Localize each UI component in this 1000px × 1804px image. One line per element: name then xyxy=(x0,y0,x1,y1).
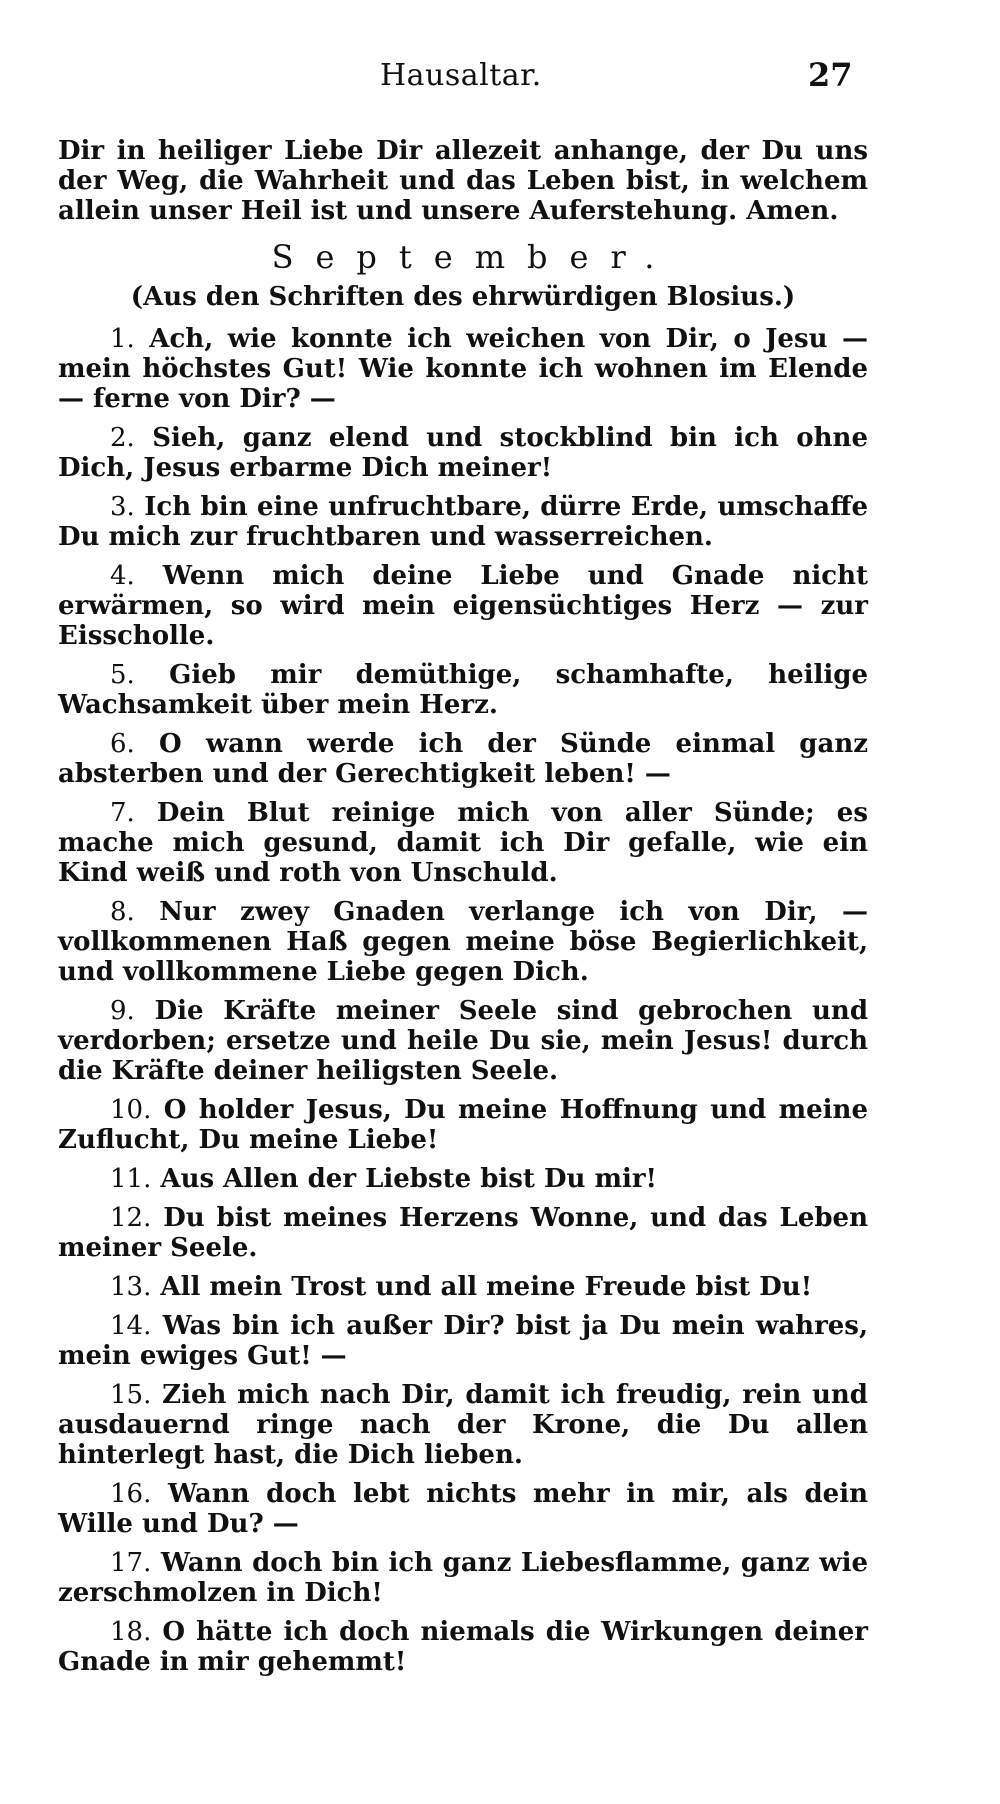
section-title: September. xyxy=(271,238,677,276)
list-item xyxy=(58,1548,868,1608)
item-number: 12. xyxy=(110,1203,152,1233)
page-number: 27 xyxy=(808,56,853,94)
list-item xyxy=(58,324,868,414)
item-text: Sieh, ganz elend und stockblind bin ich ohne Dich, Jesus erbarme Dich meiner! xyxy=(58,423,868,483)
item-text: Dein Blut reinige mich von aller Sünde; es mache mich gesund, damit ich Dir gefalle, wie ein Kind weiß und roth von Unschuld. xyxy=(58,798,868,888)
item-text: Nur zwey Gnaden verlange ich von Dir, — vollkommenen Haß gegen meine böse Begierlichkeit, und vollkommene Liebe gegen Dich. xyxy=(58,897,868,987)
item-text: All mein Trost und all meine Freude bist Du! xyxy=(151,1272,813,1302)
item-number: 3. xyxy=(110,492,135,522)
running-head: Hausaltar. xyxy=(380,58,542,93)
list-item xyxy=(58,1203,868,1263)
item-text: Wann doch bin ich ganz Liebesflamme, ganz wie zerschmolzen in Dich! xyxy=(58,1548,868,1608)
item-text: Du bist meines Herzens Wonne, und das Leben meiner Seele. xyxy=(58,1203,868,1263)
list-item xyxy=(58,897,868,987)
list-item xyxy=(58,492,868,552)
page-body xyxy=(58,136,868,1686)
list-item xyxy=(58,423,868,483)
item-number: 6. xyxy=(110,729,135,759)
item-number: 17. xyxy=(110,1548,152,1578)
item-number: 1. xyxy=(110,324,135,354)
item-text: Wenn mich deine Liebe und Gnade nicht erwärmen, so wird mein eigensüchtiges Herz — zur Eisscholle. xyxy=(58,561,868,651)
item-number: 18. xyxy=(110,1617,152,1647)
list-item xyxy=(58,1380,868,1470)
list-item xyxy=(58,561,868,651)
list-item xyxy=(58,729,868,789)
item-text: Ich bin eine unfruchtbare, dürre Erde, umschaffe Du mich zur fruchtbaren und wasserreichen. xyxy=(58,492,868,552)
item-number: 15. xyxy=(110,1380,152,1410)
item-text: Wann doch lebt nichts mehr in mir, als dein Wille und Du? — xyxy=(58,1479,868,1539)
list-item xyxy=(58,660,868,720)
list-item xyxy=(58,798,868,888)
item-text: Gieb mir demüthige, schamhafte, heilige Wachsamkeit über mein Herz. xyxy=(58,660,868,720)
list-item xyxy=(58,996,868,1086)
page-header xyxy=(0,58,1000,98)
item-text: O hätte ich doch niemals die Wirkungen deiner Gnade in mir gehemmt! xyxy=(58,1617,868,1677)
item-text: O wann werde ich der Sünde einmal ganz absterben und der Gerechtigkeit leben! — xyxy=(58,729,868,789)
item-number: 4. xyxy=(110,561,135,591)
list-item xyxy=(58,1095,868,1155)
list-item xyxy=(58,1479,868,1539)
item-text: Ach, wie konnte ich weichen von Dir, o Jesu — mein höchstes Gut! Wie konnte ich wohnen im Elende — ferne von Dir? — xyxy=(58,324,868,414)
item-number: 13. xyxy=(110,1272,152,1302)
item-text: Was bin ich außer Dir? bist ja Du mein wahres, mein ewiges Gut! — xyxy=(58,1311,868,1371)
item-number: 5. xyxy=(110,660,135,690)
item-text: O holder Jesus, Du meine Hoffnung und meine Zuflucht, Du meine Liebe! xyxy=(58,1095,868,1155)
item-number: 7. xyxy=(110,798,135,828)
item-number: 10. xyxy=(110,1095,152,1125)
item-number: 8. xyxy=(110,897,135,927)
item-number: 2. xyxy=(110,423,135,453)
list-item xyxy=(58,1311,868,1371)
item-text: Zieh mich nach Dir, damit ich freudig, rein und ausdauernd ringe nach der Krone, die Du allen hinterlegt hast, die Dich lieben. xyxy=(58,1380,868,1470)
item-text: Aus Allen der Liebste bist Du mir! xyxy=(151,1164,657,1194)
item-number: 16. xyxy=(110,1479,152,1509)
item-number: 11. xyxy=(110,1164,152,1194)
item-number: 9. xyxy=(110,996,135,1026)
intro-paragraph: Dir in heiliger Liebe Dir allezeit anhange, der Du uns der Weg, die Wahrheit und das Leben bist, in welchem allein unser Heil ist und unsere Auferstehung. Amen. xyxy=(58,136,868,226)
list-item xyxy=(58,1272,868,1302)
item-text: Die Kräfte meiner Seele sind gebrochen und verdorben; ersetze und heile Du sie, mein Jesus! durch die Kräfte deiner heiligsten Seele. xyxy=(58,996,868,1086)
list-item xyxy=(58,1617,868,1677)
source-note: (Aus den Schriften des ehrwürdigen Blosius.) xyxy=(130,282,796,312)
numbered-list xyxy=(58,324,868,1677)
item-number: 14. xyxy=(110,1311,152,1341)
list-item xyxy=(58,1164,868,1194)
